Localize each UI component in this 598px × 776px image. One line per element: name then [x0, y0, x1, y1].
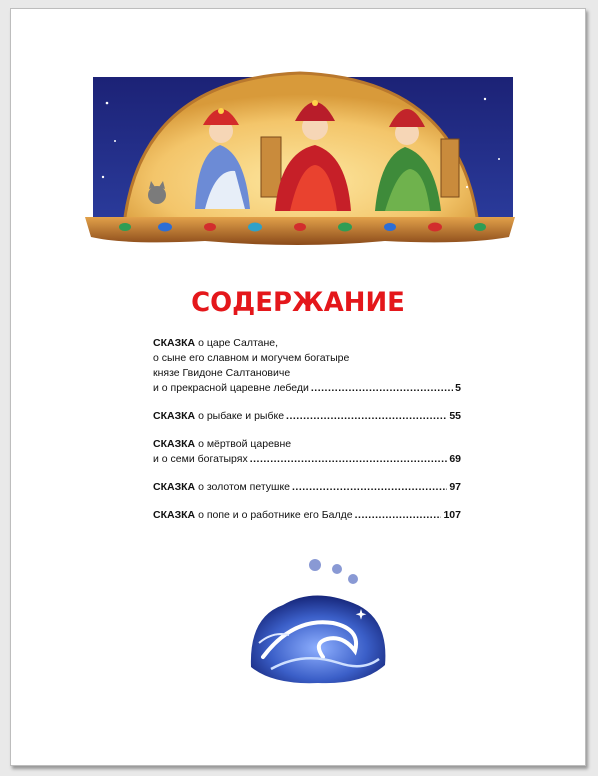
- toc-line: о рыбаке и рыбке: [198, 410, 285, 422]
- dot-leader: [250, 452, 448, 467]
- toc-entry-golden-cockerel[interactable]: [153, 480, 461, 495]
- dot-leader: [311, 381, 453, 396]
- illustration-spinning-maidens: [85, 59, 515, 249]
- toc-line: о мёртвой царевне: [198, 438, 292, 450]
- toc-entry-saltan[interactable]: [153, 336, 461, 396]
- toc-lead: СКАЗКА: [153, 509, 196, 521]
- toc-line: князе Гвидоне Салтановиче: [153, 367, 291, 379]
- toc-page-number: 5: [455, 382, 461, 394]
- toc-lead: СКАЗКА: [153, 481, 196, 493]
- toc-lead: СКАЗКА: [153, 438, 196, 450]
- toc-line: и о семи богатырях: [153, 453, 248, 465]
- toc-line: и о прекрасной царевне лебеди: [153, 382, 309, 394]
- toc-line: о попе и о работнике его Балде: [198, 509, 353, 521]
- book-page: [10, 8, 586, 766]
- toc-line: о царе Салтане,: [198, 337, 279, 349]
- toc-lead: СКАЗКА: [153, 410, 196, 422]
- illustration-sea-wave: [243, 547, 393, 693]
- dot-leader: [286, 409, 447, 424]
- dot-leader: [292, 480, 447, 495]
- toc-entry-dead-princess[interactable]: [153, 437, 461, 467]
- toc-line: о сыне его славном и могучем богатыре: [153, 352, 350, 364]
- toc-entry-fisherman[interactable]: [153, 409, 461, 424]
- table-of-contents: [153, 336, 461, 536]
- toc-lead: СКАЗКА: [153, 337, 196, 349]
- toc-page-number: 97: [449, 481, 461, 493]
- toc-entry-balda[interactable]: [153, 508, 461, 523]
- toc-page-number: 69: [449, 453, 461, 465]
- toc-page-number: 55: [449, 410, 461, 422]
- contents-title: СОДЕРЖАНИЕ: [191, 287, 405, 318]
- toc-line: о золотом петушке: [198, 481, 290, 493]
- toc-page-number: 107: [443, 509, 461, 521]
- dot-leader: [355, 508, 442, 523]
